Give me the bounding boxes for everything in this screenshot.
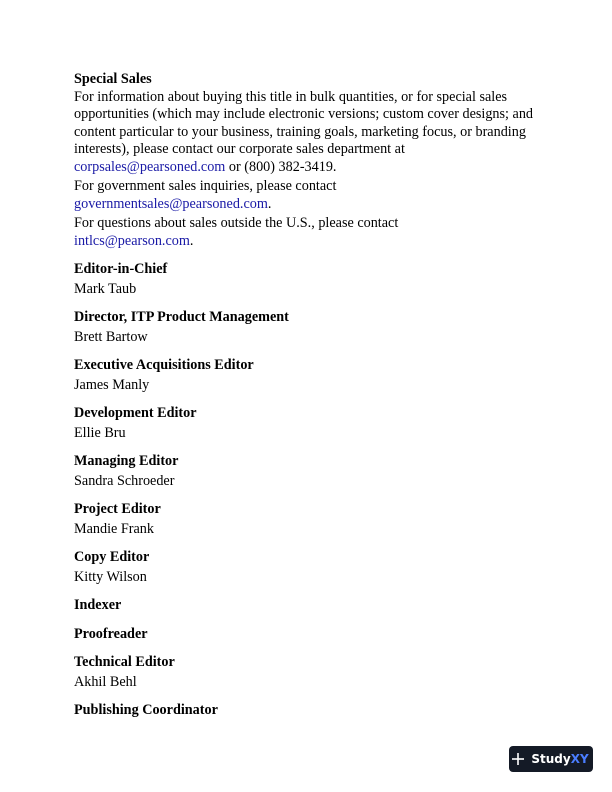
international-sales-tail: .	[189, 232, 194, 249]
credit-role: Development Editor	[74, 405, 197, 421]
credit-name: Brett Bartow	[74, 328, 148, 345]
credit-role: Managing Editor	[74, 453, 179, 469]
credit-block	[74, 501, 544, 538]
credit-name: Kitty Wilson	[74, 568, 147, 585]
credit-name: Mark Taub	[74, 280, 137, 297]
special-sales-heading: Special Sales	[74, 71, 152, 87]
badge-brand-accent: XY	[570, 752, 589, 766]
credit-role: Editor-in-Chief	[74, 261, 168, 277]
credit-block	[74, 405, 544, 442]
credit-role: Indexer	[74, 597, 122, 613]
credit-block	[74, 626, 544, 644]
credit-role: Director, ITP Product Management	[74, 309, 289, 325]
credit-role: Publishing Coordinator	[74, 702, 218, 718]
credit-block	[74, 309, 544, 346]
corpsales-email-link[interactable]: corpsales@pearsoned.com	[74, 158, 226, 175]
credit-role: Proofreader	[74, 625, 148, 642]
special-sales-body: For information about buying this title in bulk quantities, or for special sales opportunities (which may include electronic versions; custom cover designs; and content particular to your business, training goals, marketing focus, or branding interests), please contact our corporate sales department at	[74, 88, 534, 157]
government-sales-paragraph	[74, 178, 544, 213]
special-sales-phone: or (800) 382-3419.	[225, 158, 337, 175]
credit-name: James Manly	[74, 376, 150, 393]
credit-block	[74, 261, 544, 298]
credit-block	[74, 549, 544, 586]
credit-block	[74, 597, 544, 615]
credit-block	[74, 702, 544, 720]
credit-role: Technical Editor	[74, 654, 175, 670]
credit-block	[74, 654, 544, 691]
credit-role: Copy Editor	[74, 549, 150, 565]
credit-block	[74, 357, 544, 394]
international-sales-paragraph	[74, 215, 544, 250]
credit-name: Ellie Bru	[74, 424, 126, 441]
studyxy-badge[interactable]	[509, 746, 593, 772]
credit-name: Akhil Behl	[74, 673, 137, 690]
governmentsales-email-link[interactable]: governmentsales@pearsoned.com	[74, 195, 268, 212]
plus-icon	[511, 752, 525, 766]
credit-name: Sandra Schroeder	[74, 472, 175, 489]
international-sales-body: For questions about sales outside the U.S., please contact	[74, 215, 399, 231]
credit-block	[74, 453, 544, 490]
special-sales-paragraph	[74, 89, 544, 177]
badge-brand-main: Study	[531, 752, 571, 766]
intlcs-email-link[interactable]: intlcs@pearson.com	[74, 232, 190, 249]
government-sales-tail: .	[267, 195, 272, 212]
credit-role: Executive Acquisitions Editor	[74, 357, 254, 373]
government-sales-body: For government sales inquiries, please contact	[74, 178, 337, 194]
credit-name: Mandie Frank	[74, 520, 154, 537]
document-page	[74, 71, 544, 720]
credit-role: Project Editor	[74, 501, 161, 517]
